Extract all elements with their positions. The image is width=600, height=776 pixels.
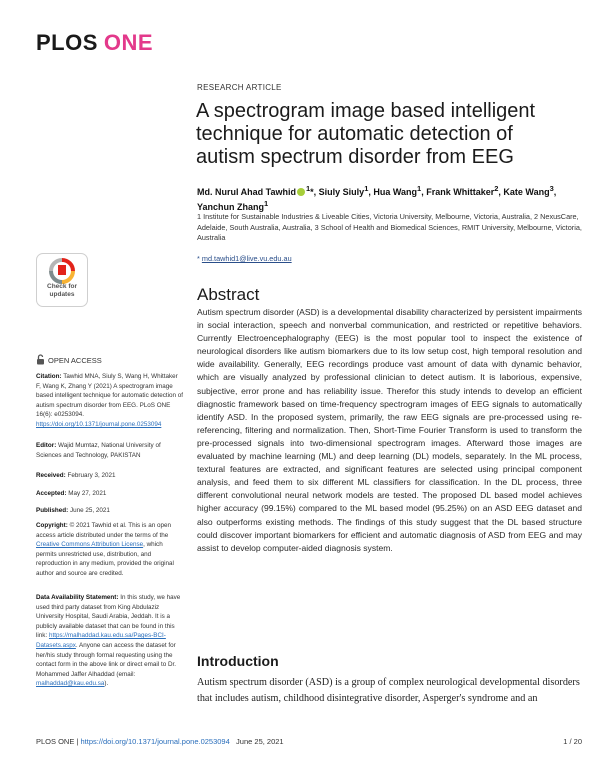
data-availability-text-2: . Anyone can access the dataset for her/his study through formal requesting using the contact form in the above link or direct email to Dr. Mohammed Jaffer Alhaddad (email: [36,641,176,678]
page-footer [36,737,582,746]
journal-logo-one: ONE [103,30,154,55]
copyright-label: Copyright: [36,522,68,529]
accepted-block [36,489,184,499]
data-availability-text: In this study, we have used third party dataset from King Abdulaziz University Hospital, Saudi Arabia, Jeddah. It is a publicly available dataset that can be found in this link: [36,594,181,640]
email-star: * [197,254,200,263]
footer-separator: | [74,737,81,746]
published-date: June 25, 2021 [69,507,110,514]
citation-label: Citation: [36,373,62,380]
author-sup: 1 [264,199,269,208]
editor-text: Wajid Mumtaz, National University of Sciences and Technology, PAKISTAN [36,442,161,459]
citation-block [36,372,184,430]
open-lock-icon [36,354,45,365]
accepted-date: May 27, 2021 [68,490,107,497]
dataset-link[interactable]: https://malhaddad.kau.edu.sa/Pages-BCI-Datasets.aspx [36,632,166,649]
author-name[interactable]: , Frank Whittaker [421,187,495,197]
article-type: RESEARCH ARTICLE [197,83,282,92]
introduction-text: Autism spectrum disorder (ASD) is a group of complex neurological developmental disorders that includes autism, childhood disintegrative disorder, Asperger's syndrome and an [197,677,580,704]
citation-text: Tawhid MNA, Siuly S, Wang H, Whittaker F, Wang K, Zhang Y (2021) A spectrogram image based intelligent technique for automatic detection of autism spectrum disorder from EEG. PLoS ONE 16(6): e0253094. [36,373,184,419]
author-list [197,183,577,213]
email-link[interactable]: md.tawhid1@live.vu.edu.au [201,254,292,263]
page-number: 1 / 20 [563,737,582,746]
author-sup: 1 [364,184,369,193]
data-availability-block [36,593,184,689]
badge-line-1: Check for [47,283,77,290]
journal-logo[interactable] [36,30,153,56]
data-availability-text-3: ). [104,680,109,688]
license-link[interactable]: Creative Commons Attribution License [36,541,144,549]
open-access-label: OPEN ACCESS [48,356,102,365]
article-title: A spectrogram image based intelligent technique for automatic detection of autism spectrum disorder from EEG [196,100,536,168]
open-access [36,354,102,365]
footer-journal: PLOS ONE [36,737,75,746]
copyright-block [36,521,184,579]
copyright-text: © 2021 Tawhid et al. This is an open access article distributed under the terms of the [36,522,171,539]
author-sup: 2 [494,184,499,193]
published-label: Published: [36,507,69,514]
author-name[interactable]: , Hua Wang [368,187,418,197]
editor-block [36,441,184,460]
editor-label: Editor: [36,442,57,449]
badge-label [37,283,87,298]
corresponding-email [197,254,292,263]
author-name[interactable]: , Kate Wang [498,187,550,197]
check-for-updates-badge[interactable] [36,253,88,307]
accepted-label: Accepted: [36,490,67,497]
orcid-icon[interactable] [297,188,305,196]
dataset-email-link[interactable]: malhaddad@kau.edu.sa [36,680,105,688]
affiliations: 1 Institute for Sustainable Industries & Liveable Cities, Victoria University, Melbourne, Victoria, Australia, 2 NexusCare, Adelaide, South Australia, Australia, 3 School of Health and Biomedical Sciences, RMIT University, Melbourne, Victoria, Australia [197,212,582,242]
published-block [36,506,184,516]
journal-logo-plos: PLOS [36,30,98,55]
copyright-text-2: , which permits unrestricted use, distribution, and reproduction in any medium, provided the original author and source are credited. [36,541,174,577]
author-sup: 1 [417,184,422,193]
author-name[interactable]: Md. Nurul Ahad Tawhid [197,187,296,197]
author-sup: 1 [306,184,311,193]
author-name[interactable]: *, Siuly Siuly [310,187,365,197]
citation-doi-link[interactable]: https://doi.org/10.1371/journal.pone.0253094 [36,420,162,428]
received-label: Received: [36,472,66,479]
received-date: February 3, 2021 [67,472,116,479]
author-sup: 3 [549,184,554,193]
author-name[interactable]: , Yanchun Zhang [197,187,557,212]
received-block [36,471,184,481]
check-for-updates-icon [37,256,87,286]
data-availability-label: Data Availability Statement: [36,594,119,601]
abstract-heading: Abstract [197,285,260,304]
badge-line-2: updates [49,290,75,298]
abstract-text: Autism spectrum disorder (ASD) is a developmental disability characterized by persistent impairments in social interaction, speech and nonverbal communication, and restricted or repetitive behaviors. Currently Electroencephalography (EEG) is the most popular tool to inspect the existence of neurological disorders like autism biomarkers due to its low setup cost, high temporal resolution and wide availability. Generally, EEG recordings produce vast amount of data with dynamic behavior, which are visually analyzed by professional clinician to detect autism. It is laborious, expensive, subjective, error prone and has reliability issue. Therefor this study intends to develop an efficient diagnostic framework based on time-frequency spectrogram images of EEG signals to automatically identify ASD. In the proposed system, primarily, the raw EEG signals are pre-processed using re-referencing, filtering and normalization. Then, Short-Time Fourier Transform is used to transform the pre-processed signals into two-dimensional spectrogram images. Afterward those images are evaluated by machine learning (ML) and deep learning (DL) models, separately. In the ML process, textural features are extracted, and significant features are selected using principal component analysis, and feed them to six different ML classifiers for classification. In the DL process, three different convolutional neural network models are tested. The proposed DL based model achieves higher accuracy (99.15%) compared to the ML based model (95.25%) on an ASD EEG dataset and also outperforms existing methods. The findings of this study suggest that the DL based structure could discover important biomarkers for efficient and automatic diagnosis of ASD from EEG and may assist to develop computer-aided diagnosis system. [197,307,582,553]
footer-date: June 25, 2021 [236,737,284,746]
footer-doi-link[interactable]: https://doi.org/10.1371/journal.pone.0253094 [80,737,230,746]
introduction-heading: Introduction [197,653,279,669]
